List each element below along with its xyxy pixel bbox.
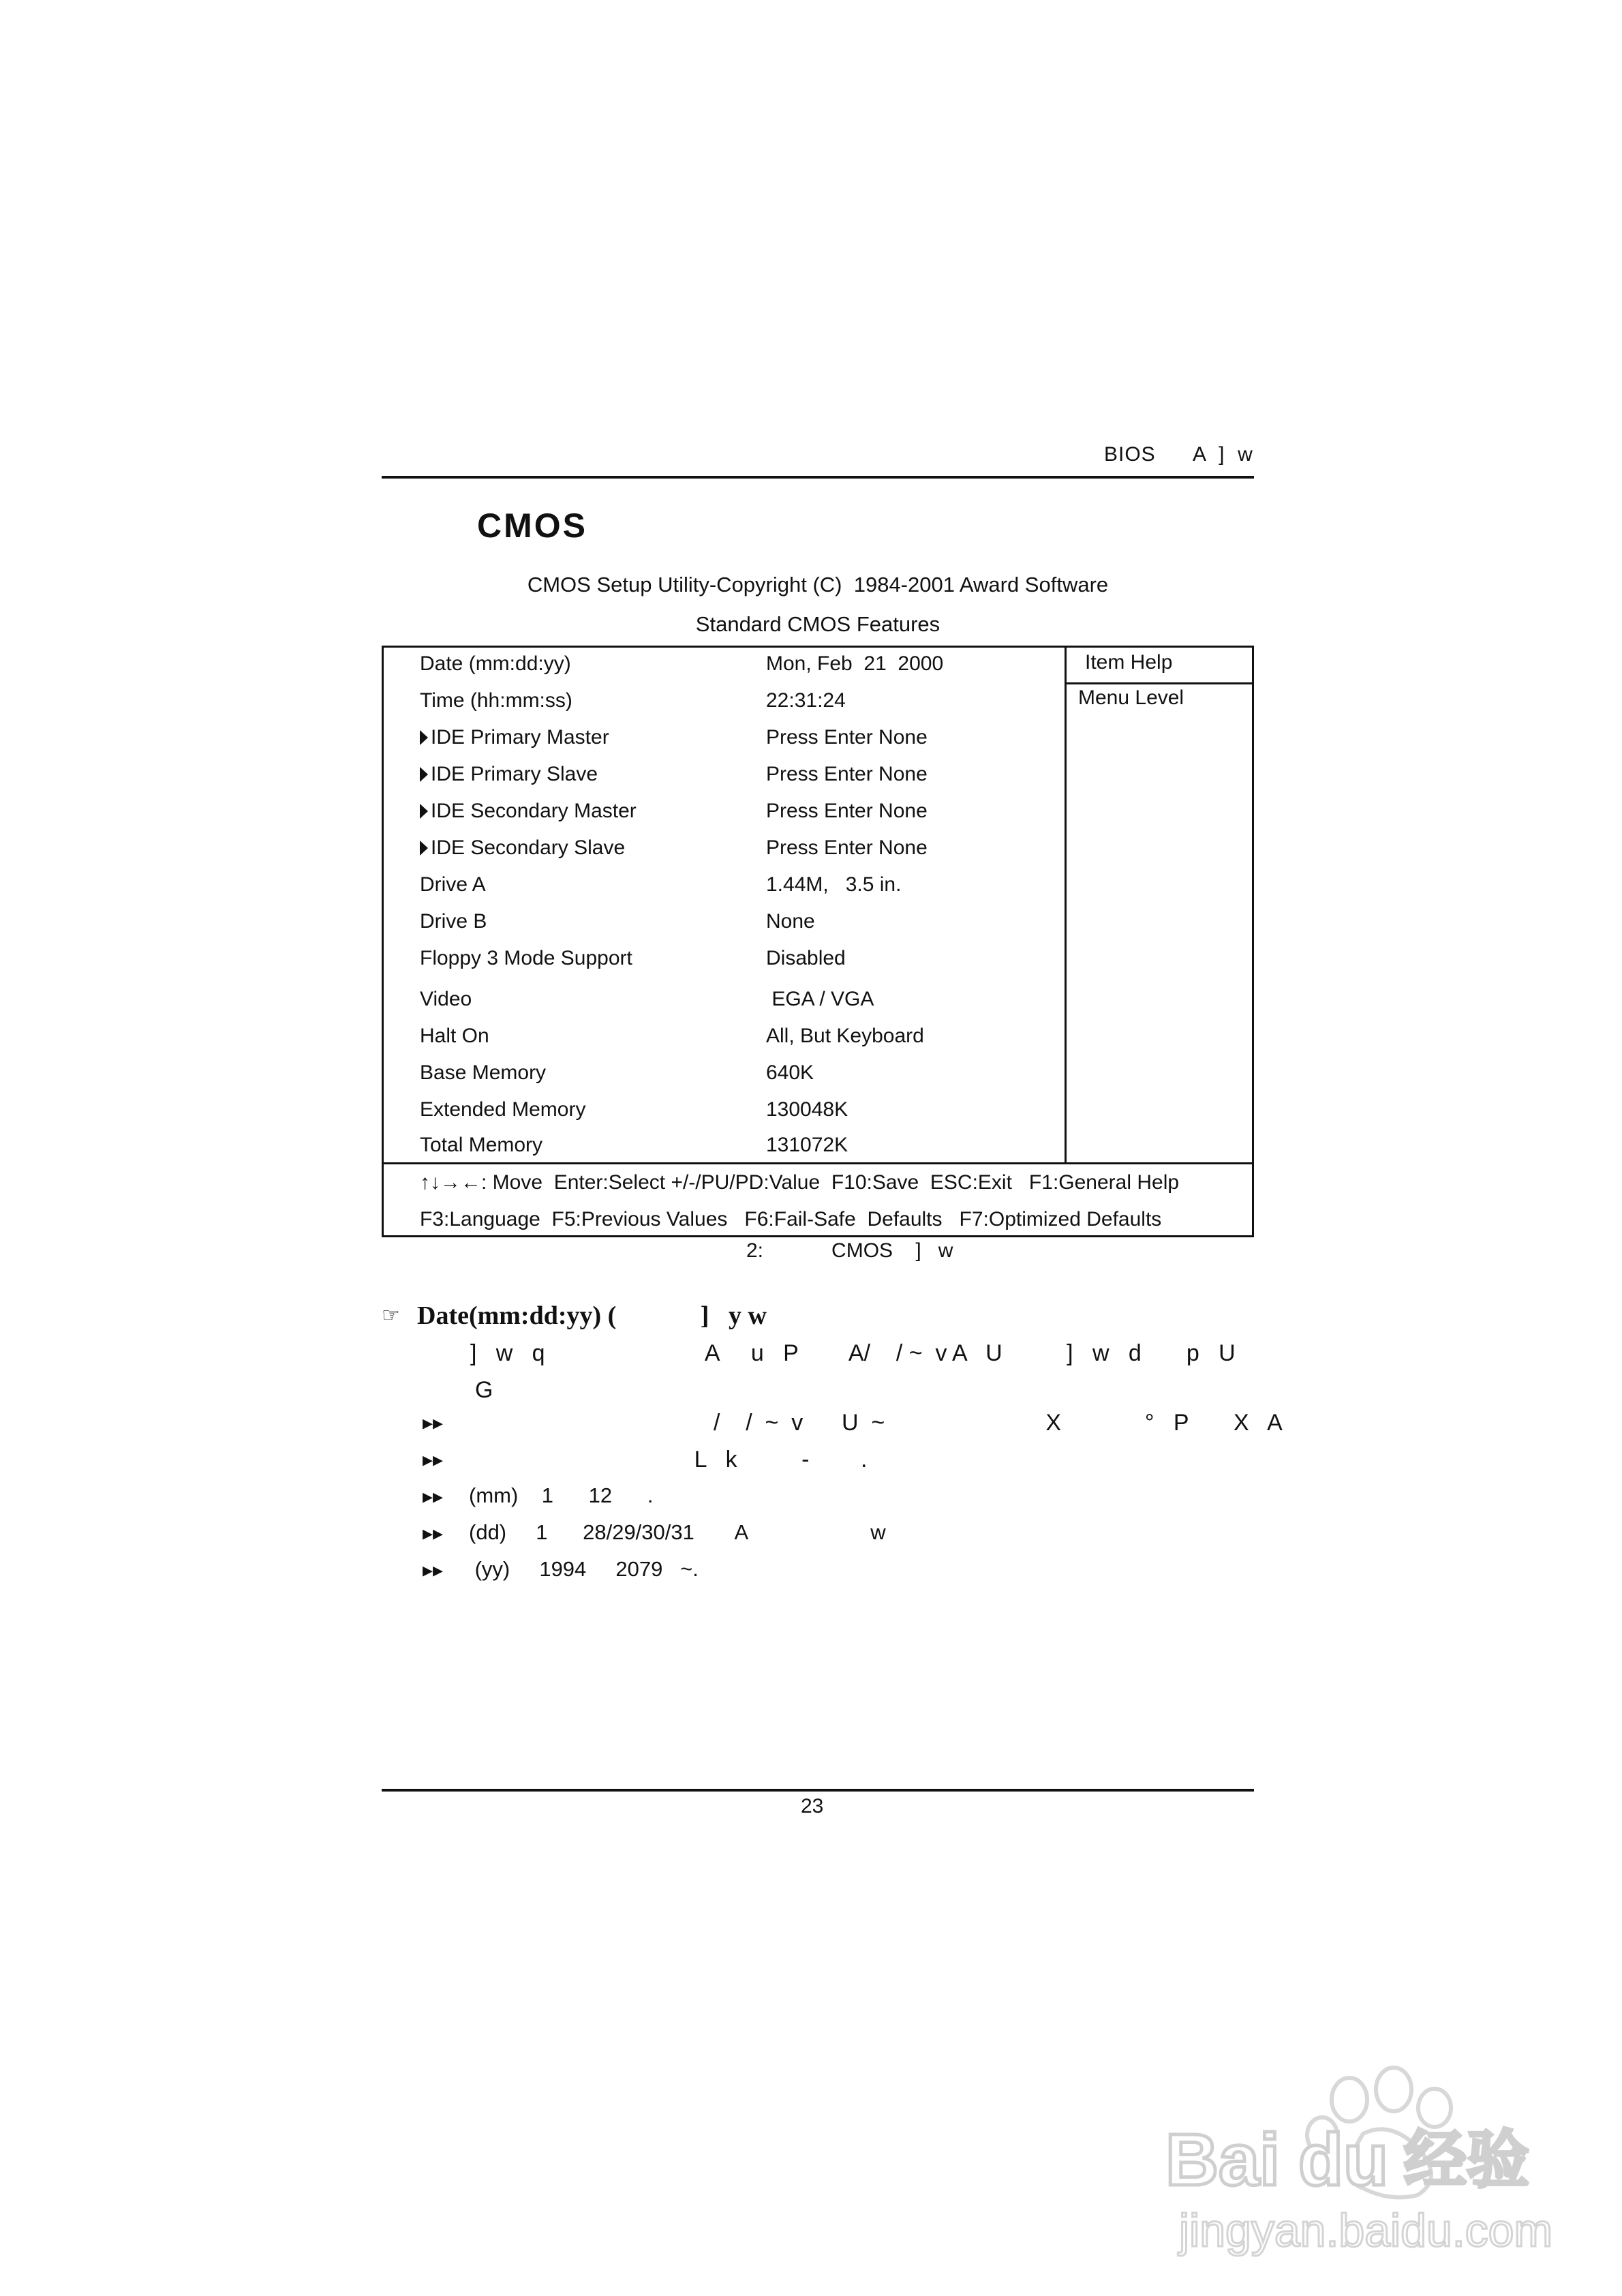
setting-value[interactable]: 130048K: [766, 1098, 848, 1121]
setting-label: [420, 763, 598, 786]
bullet-text: (dd) 1 28/29/30/31 A w: [469, 1520, 886, 1544]
double-arrow-bullet-icon: ▸▸: [423, 1412, 444, 1434]
setting-label: Extended Memory: [420, 1098, 586, 1121]
double-arrow-bullet-icon: ▸▸: [423, 1485, 444, 1508]
setting-value[interactable]: None: [766, 910, 815, 933]
bullet-list: [423, 1410, 1283, 1601]
bios-setting-row[interactable]: [382, 1091, 1254, 1128]
setting-value[interactable]: 131072K: [766, 1134, 848, 1156]
page-number: 23: [801, 1795, 824, 1817]
bios-setting-row[interactable]: [382, 940, 1254, 977]
pointing-hand-icon: ☞: [382, 1304, 400, 1327]
bios-setting-row[interactable]: [382, 719, 1254, 756]
footer-rule: [382, 1789, 1254, 1792]
bios-copyright: CMOS Setup Utility-Copyright (C) 1984-2001 Award Software: [527, 573, 1109, 596]
setting-value[interactable]: Disabled: [766, 947, 846, 969]
setting-value[interactable]: Press Enter None: [766, 800, 928, 822]
bios-setting-row[interactable]: [382, 1018, 1254, 1055]
bullet-text: / / ~ v U ~ X ° P X A: [469, 1410, 1283, 1436]
running-header: BIOS A ] w: [1104, 443, 1253, 466]
setting-label: [420, 726, 609, 749]
svg-text:经验: 经验: [1404, 2124, 1530, 2196]
setting-value[interactable]: Mon, Feb 21 2000: [766, 652, 944, 675]
bios-setting-row[interactable]: [382, 903, 1254, 940]
setting-label: [420, 800, 637, 823]
setting-label: Halt On: [420, 1025, 489, 1047]
bios-setting-row[interactable]: [382, 830, 1254, 866]
setting-value[interactable]: Press Enter None: [766, 836, 928, 859]
setting-label: [420, 836, 625, 860]
setting-value[interactable]: Press Enter None: [766, 726, 928, 749]
submenu-arrow-icon: [420, 767, 428, 782]
setting-value[interactable]: EGA / VGA: [766, 988, 874, 1010]
setting-label-text: IDE Primary Slave: [431, 763, 598, 785]
double-arrow-bullet-icon: ▸▸: [423, 1449, 444, 1471]
bios-setting-row[interactable]: [382, 866, 1254, 903]
key-help-line-2: F3:Language F5:Previous Values F6:Fail-Safe Defaults F7:Optimized Defaults: [420, 1208, 1162, 1230]
bios-setting-row[interactable]: [382, 1127, 1254, 1164]
body-line-1: ] w q A u P A/ / ~ v A U ] w d p U: [470, 1340, 1236, 1366]
bullet-text: (yy) 1994 2079 ~.: [469, 1557, 699, 1581]
setting-value[interactable]: 640K: [766, 1061, 814, 1084]
bios-setting-row[interactable]: [382, 793, 1254, 830]
setting-label: Video: [420, 988, 472, 1010]
bios-screen-title: Standard CMOS Features: [695, 612, 940, 636]
setting-label: Base Memory: [420, 1061, 547, 1084]
setting-label: Total Memory: [420, 1134, 543, 1156]
item-title: Date(mm:dd:yy) ( ] y w: [417, 1301, 767, 1330]
bios-setting-row[interactable]: [382, 1055, 1254, 1091]
double-arrow-bullet-icon: ▸▸: [423, 1522, 444, 1545]
setting-label: Time (hh:mm:ss): [420, 689, 572, 712]
section-title: CMOS: [477, 507, 587, 545]
setting-label: Drive A: [420, 873, 486, 896]
setting-label: Drive B: [420, 910, 487, 933]
bios-settings-list: [382, 646, 1063, 1164]
setting-value[interactable]: Press Enter None: [766, 763, 928, 785]
setting-value[interactable]: 1.44M, 3.5 in.: [766, 873, 902, 896]
bios-setting-row[interactable]: [382, 981, 1254, 1018]
bios-setting-row[interactable]: [382, 756, 1254, 793]
svg-text:du: du: [1298, 2118, 1388, 2201]
setting-label: Floppy 3 Mode Support: [420, 947, 632, 969]
double-arrow-bullet-icon: ▸▸: [423, 1559, 444, 1582]
setting-label-text: IDE Secondary Master: [431, 800, 637, 822]
bullet-text: L k - .: [469, 1447, 868, 1472]
setting-value[interactable]: All, But Keyboard: [766, 1025, 924, 1047]
item-help-title: Item Help: [1085, 651, 1173, 674]
header-rule: [382, 476, 1254, 479]
submenu-arrow-icon: [420, 841, 428, 856]
setting-label-text: IDE Secondary Slave: [431, 836, 626, 859]
figure-caption: 2: CMOS ] w: [746, 1239, 953, 1262]
bullet-text: (mm) 1 12 .: [469, 1483, 654, 1507]
body-line-2: G: [475, 1377, 493, 1403]
submenu-arrow-icon: [420, 804, 428, 819]
svg-text:Bai: Bai: [1165, 2118, 1281, 2201]
setting-label: Date (mm:dd:yy): [420, 652, 571, 675]
key-help-line-1: ↑↓→←: Move Enter:Select +/-/PU/PD:Value F10:Save ESC:Exit F1:General Help: [420, 1171, 1180, 1194]
svg-text:jingyan.baidu.com: jingyan.baidu.com: [1179, 2205, 1553, 2256]
baidu-watermark-logo: [1159, 2059, 1561, 2263]
submenu-arrow-icon: [420, 730, 428, 745]
menu-level-label: Menu Level: [1078, 686, 1184, 709]
setting-value[interactable]: 22:31:24: [766, 689, 846, 712]
setting-label-text: IDE Primary Master: [431, 726, 609, 749]
